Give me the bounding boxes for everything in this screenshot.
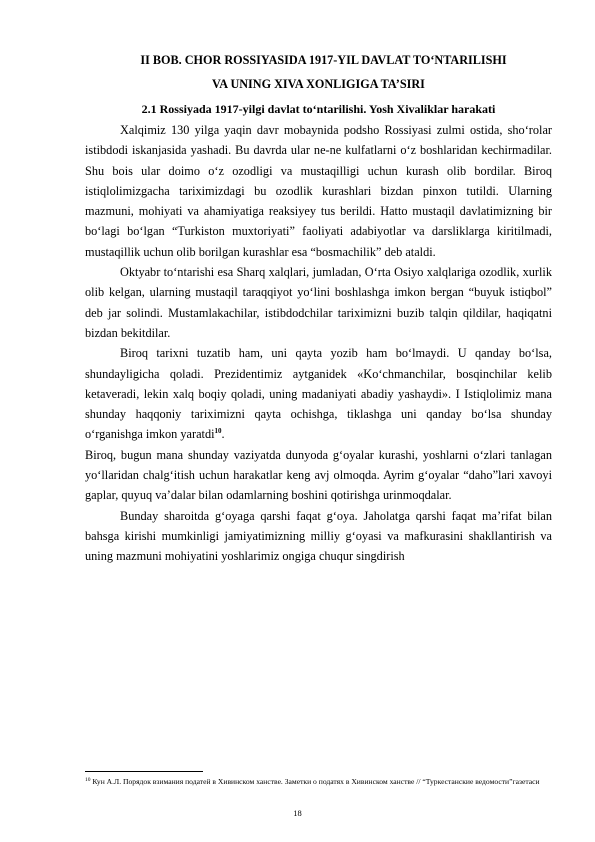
section-title: 2.1 Rossiyada 1917-yilgi davlat to‘ntarilishi. Yosh Xivaliklar harakati: [141, 102, 496, 116]
footnote-divider: [85, 771, 203, 772]
paragraph-5: Bunday sharoitda g‘oyaga qarshi faqat g‘oya. Jaholatga qarshi faqat ma’rifat bilan bahsga kirishi mumkinligi jamiyatimizning milliy g‘oyasi va mafkurasini shakllantirish va uning mazmuni mohiyatini yoshlarimiz ongiga chuqur singdirish: [85, 508, 552, 564]
paragraph-3-text: Biroq tarixni tuzatib ham, uni qayta yozib ham bo‘lmaydi. U qanday bo‘lsa, shundayligicha qoladi. Prezidentimiz aytganidek «Ko‘chmanchilar, bosqinchilar kelib ketaveradi, lekin xalq boqiy qoladi, uning madaniyati abadiy yashaydi». I Istiqlolimiz mana shunday haqqoniy tariximizni qayta ochishga, tiklashga uni qanday bo‘lsa shunday o‘rganishga imkon yaratdi: [85, 346, 552, 442]
footnote-reference[interactable]: 10: [214, 427, 222, 436]
paragraph-4: Biroq, bugun mana shunday vaziyatda dunyoda g‘oyalar kurashi, yoshlarni o‘zlari tanlagan yo‘llaridan chalg‘itish uchun harakatlar keng avj olmoqda. Ayrim g‘oyalar “daho”lari xavoyi gaplar, quyuq va’dalar bilan odamlarning boshini qotirishga urinmoqdalar.: [85, 447, 552, 503]
chapter-title-line-1: II BOB. CHOR ROSSIYASIDA 1917-YIL DAVLAT TO‘NTARILISHI: [140, 53, 507, 67]
paragraph-3: Biroq tarixni tuzatib ham, uni qayta yozib ham bo‘lmaydi. U qanday bo‘lsa, shundayligicha qoladi. Prezidentimiz aytganidek «Ko‘chmanchilar, bosqinchilar kelib ketaveradi, lekin xalq boqiy qoladi, uning madaniyati abadiy yashaydi». I Istiqlolimiz mana shunday haqqoniy tariximizni qayta ochishga, tiklashga uni qanday bo‘lsa shunday o‘rganishga imkon yaratdi$^{10}$.: [85, 346, 552, 442]
footnote-number: 10: [85, 777, 91, 783]
paragraph-2: Oktyabr to‘ntarishi esa Sharq xalqlari, jumladan, O‘rta Osiyo xalqlariga ozodlik, xurlik olib kelgan, ularning mustaqil taraqqiyot yo‘lini boshlashga imkon bergan “buyuk istiqbol” deb jar solindi. Mustamlakachilar, istibdodchilar tariximizni buzib talqin qildilar, haqiqatni bizdan bekitdilar.: [85, 265, 552, 340]
body-text: [85, 120, 552, 567]
chapter-title-line-2: VA UNING XIVA XONLIGIGA TA’SIRI: [212, 77, 425, 91]
footnote: [85, 776, 552, 789]
footnote-text: Кун А.Л. Порядок взимания податей в Хивинском ханстве. Заметки о податях в Хивинском ханстве // “Туркестанские ведомости”газетаси: [92, 777, 540, 786]
paragraph-1: Xalqimiz 130 yilga yaqin davr mobaynida podsho Rossiyasi zulmi ostida, sho‘rolar istibdodi iskanjasida yashadi. Bu davrda ular ne-ne kulfatlarni o‘z boshlaridan kechirmadilar. Shu bois ular doimo o‘z ozodligi va mustaqilligi uchun kurash olib bordilar. Biroq istiqlolimizgacha tariximizdagi bu ozodlik kurashlari bizdan pinxon tutildi. Ularning mazmuni, mohiyati va ahamiyatiga reaksiyey tus berildi. Hatto mustaqil davlatimizning bir bo‘lagi bo‘lgan “Turkiston muxtoriyati” faoliyati adabiyotlar va darsliklarga kiritilmadi, mustaqillik uchun olib borilgan kurashlar esa “bosmachilik” deb ataldi.: [85, 123, 552, 259]
page-number: 18: [293, 808, 302, 818]
